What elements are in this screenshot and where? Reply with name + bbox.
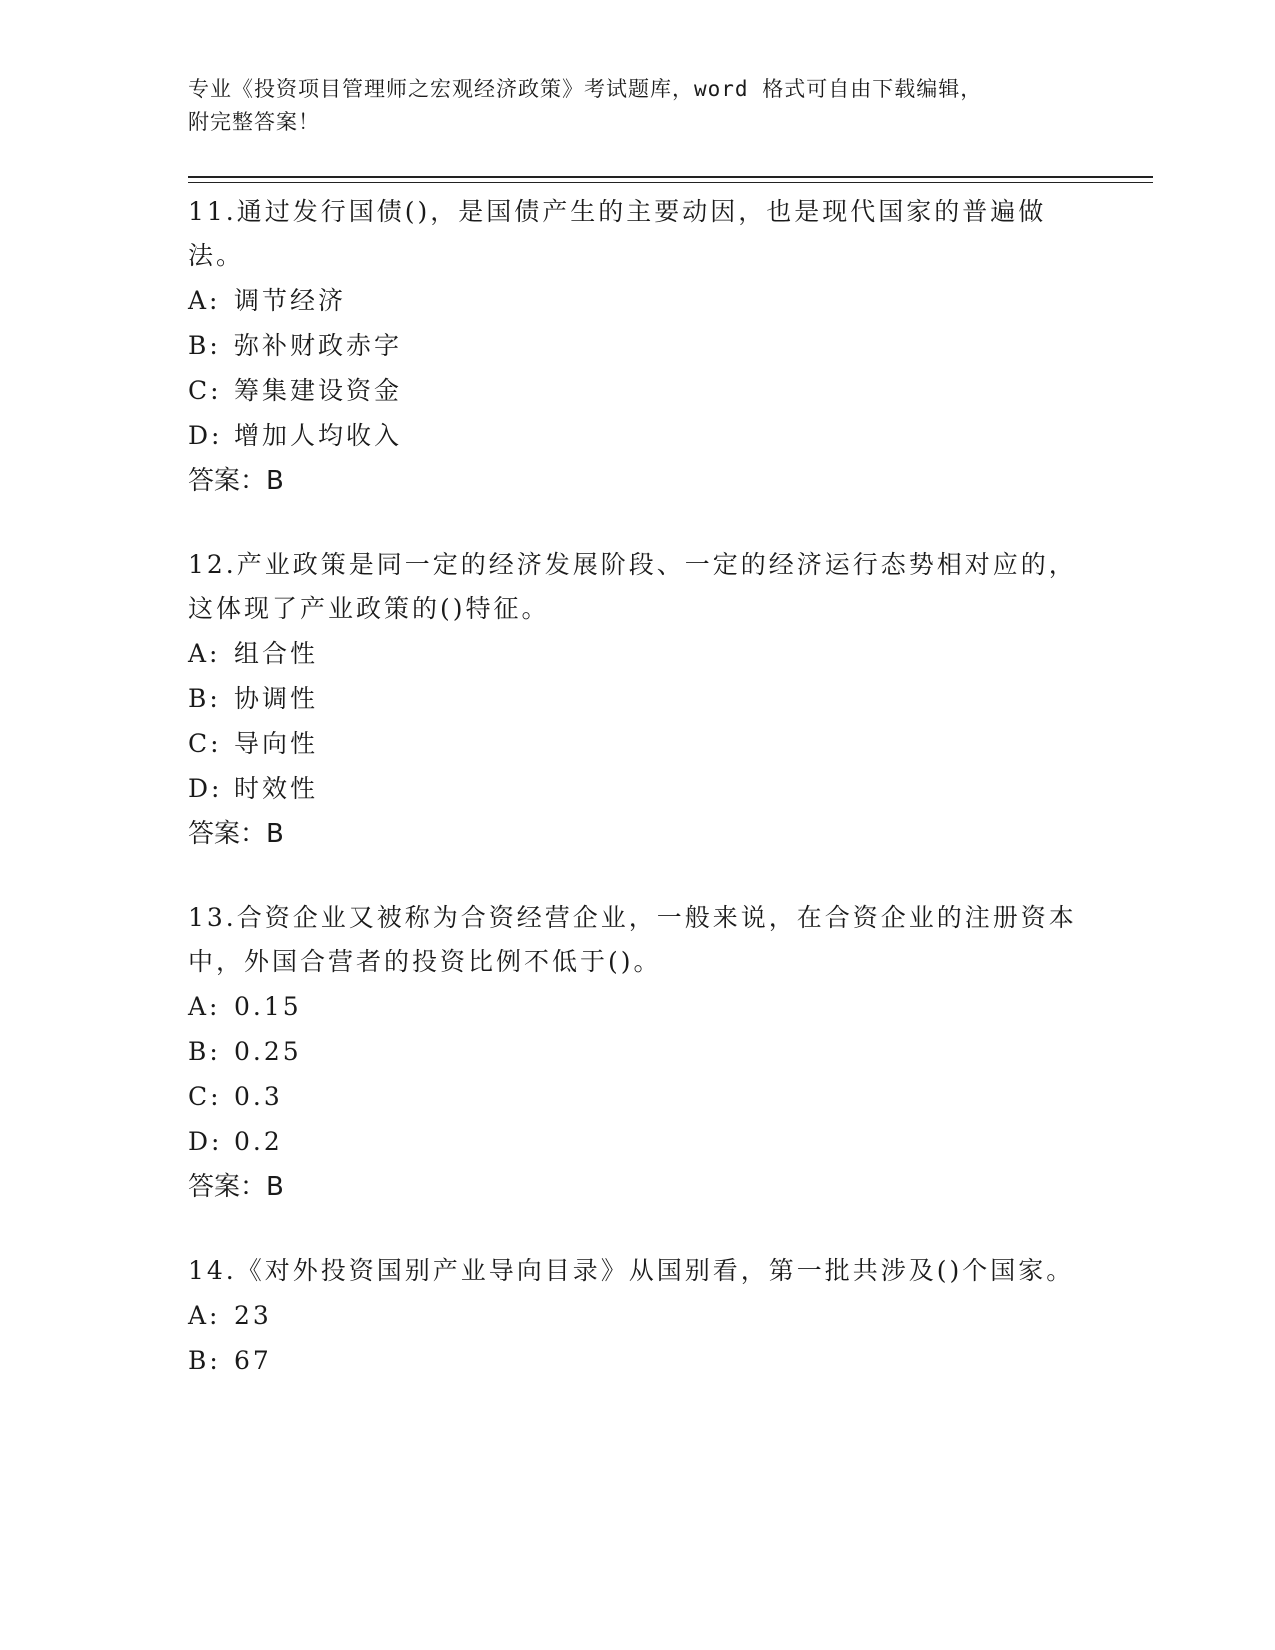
option-text: 0.3	[234, 1082, 283, 1111]
question-list	[188, 190, 1078, 1422]
question-stem: 11.通过发行国债()，是国债产生的主要动因，也是现代国家的普遍做法。	[188, 197, 1047, 270]
option-text: 筹集建设资金	[234, 376, 403, 405]
option-key: B:	[188, 331, 221, 360]
option-key: D:	[188, 421, 223, 450]
document-header	[188, 73, 1088, 139]
header-divider-thin	[188, 182, 1153, 183]
option-text: 导向性	[234, 729, 319, 758]
option-text: 弥补财政赤字	[234, 331, 403, 360]
question-stem: 13.合资企业又被称为合资经营企业，一般来说，在合资企业的注册资本中，外国合营者的投资比例不低于()。	[188, 903, 1077, 976]
question-13	[188, 896, 1078, 1210]
option-key: C:	[188, 376, 222, 405]
option-key: C:	[188, 729, 222, 758]
question-stem: 12.产业政策是同一定的经济发展阶段、一定的经济运行态势相对应的，这体现了产业政策的()特征。	[188, 550, 1077, 623]
option-key: C:	[188, 1082, 222, 1111]
option-key: B:	[188, 1346, 221, 1375]
option-c	[188, 1074, 1078, 1119]
option-text: 时效性	[234, 774, 319, 803]
option-a	[188, 1293, 1078, 1338]
question-14	[188, 1249, 1078, 1383]
option-d	[188, 766, 1078, 811]
option-key: D:	[188, 1127, 223, 1156]
option-b	[188, 1029, 1078, 1074]
option-key: A:	[188, 639, 221, 668]
option-a	[188, 278, 1078, 323]
option-a	[188, 984, 1078, 1029]
option-text: 组合性	[234, 639, 319, 668]
answer-line: 答案：B	[188, 466, 284, 496]
option-text: 23	[234, 1301, 272, 1330]
header-line-2: 附完整答案！	[188, 110, 320, 134]
question-stem: 14.《对外投资国别产业导向目录》从国别看，第一批共涉及()个国家。	[188, 1256, 1075, 1285]
option-d	[188, 413, 1078, 458]
header-divider-thick	[188, 176, 1153, 178]
option-c	[188, 721, 1078, 766]
header-line-1: 专业《投资项目管理师之宏观经济政策》考试题库，word 格式可自由下载编辑，	[188, 77, 983, 101]
option-key: A:	[188, 992, 221, 1021]
answer-line: 答案：B	[188, 1172, 284, 1202]
option-text: 67	[234, 1346, 272, 1375]
option-text: 0.2	[234, 1127, 283, 1156]
option-c	[188, 368, 1078, 413]
option-text: 0.15	[234, 992, 302, 1021]
question-11	[188, 190, 1078, 504]
option-b	[188, 323, 1078, 368]
option-text: 增加人均收入	[234, 421, 403, 450]
option-b	[188, 676, 1078, 721]
option-key: D:	[188, 774, 223, 803]
option-text: 协调性	[234, 684, 319, 713]
question-12	[188, 543, 1078, 857]
option-a	[188, 631, 1078, 676]
option-d	[188, 1119, 1078, 1164]
option-key: B:	[188, 684, 221, 713]
option-text: 调节经济	[234, 286, 347, 315]
answer-line: 答案：B	[188, 819, 284, 849]
option-key: B:	[188, 1037, 221, 1066]
option-text: 0.25	[234, 1037, 302, 1066]
option-key: A:	[188, 1301, 221, 1330]
option-key: A:	[188, 286, 221, 315]
option-b	[188, 1338, 1078, 1383]
